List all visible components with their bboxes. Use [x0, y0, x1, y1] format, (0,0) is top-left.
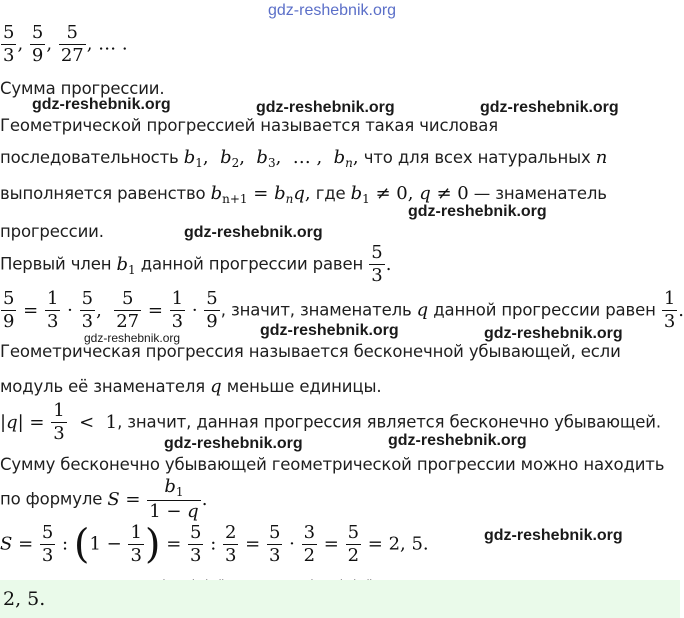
first-term-text-a: Первый член	[0, 254, 112, 274]
def3-text-c: — знаменатель	[473, 184, 607, 203]
def2-text-a: последовательность	[0, 148, 179, 167]
inf2-text-a: модуль её знаменателя	[0, 377, 206, 396]
term2-den: 9	[31, 45, 44, 66]
term1-num: 5	[3, 22, 15, 43]
watermark: gdz-reshebnik.org	[480, 99, 619, 116]
term2-num: 5	[31, 22, 44, 43]
watermark: gdz-reshebnik.org	[32, 96, 171, 113]
def2-text-b: что для всех натуральных	[363, 148, 591, 167]
infinite-line-1: Геометрическая прогрессия называется бесконечной убывающей, если	[0, 342, 621, 361]
sequence-terms: $\frac{5}{3}$ , $\frac{5}{9}$ , $\frac{5}{27}$ , … .	[3, 22, 128, 66]
ratio-text-2: данной прогрессии равен	[433, 300, 656, 320]
definition-line-2: последовательность $b_1$, $b_2$, $b_3$, … , $b_n$, что для всех натуральных n	[0, 147, 608, 170]
watermark-small: gdz-reshebnik.org	[84, 331, 181, 345]
abs-value-line: |q| = $\frac{1}{3}$ < 1, значит, данная прогрессия является бесконечно убывающей.	[0, 400, 661, 444]
result-value: = 2, 5.	[367, 533, 429, 555]
ratio-line: $\frac{5}{9}$ = $\frac{1}{3}$ · $\frac{5}{3}$ , $\frac{5}{27}$ = $\frac{1}{3}$ · $\frac{5}{9}$ , значит, знаменатель q данной прогрессии равен $\frac{1}{3}$ .	[3, 288, 684, 332]
watermark: gdz-reshebnik.org	[484, 325, 623, 342]
section-heading: Сумма прогрессии.	[0, 79, 165, 98]
watermark: gdz-reshebnik.org	[484, 527, 623, 544]
inf2-text-b: меньше единицы.	[226, 377, 382, 396]
watermark: gdz-reshebnik.org	[256, 99, 395, 116]
watermark: gdz-reshebnik.org	[184, 224, 323, 241]
term3-den: 27	[60, 45, 84, 66]
answer-box	[0, 580, 680, 618]
watermark: gdz-reshebnik.org	[388, 432, 527, 449]
watermark: gdz-reshebnik.org	[408, 203, 547, 220]
term1-den: 3	[3, 45, 15, 66]
computation-line: S = $\frac{5}{3}$ : (1 − $\frac{1}{3}$ ) = $\frac{5}{3}$ : $\frac{2}{3}$ = $\frac{5}{3}$ · $\frac{3}{2}$ = $\frac{5}{2}$ = 2, 5.	[0, 521, 429, 568]
term3-num: 5	[66, 22, 78, 43]
infinite-line-2: модуль её знаменателя q меньше единицы.	[0, 376, 382, 397]
watermark: gdz-reshebnik.org	[164, 435, 303, 452]
watermark: gdz-reshebnik.org	[260, 322, 399, 339]
def3-text-b: где	[315, 184, 346, 203]
answer-value: 2, 5.	[3, 588, 46, 610]
def3-text-a: выполняется равенство	[0, 184, 206, 203]
first-term-line: Первый член $b_1$ данной прогрессии равен $\frac{5}{3}$ .	[0, 242, 392, 286]
sum-line-2: по формуле S = $\frac{b_1}{1 - q}$ .	[0, 476, 208, 522]
definition-line-1: Геометрической прогрессией называется такая числовая	[0, 116, 499, 135]
first-term-text-b: данной прогрессии равен	[140, 254, 364, 274]
sum2-text: по формуле	[0, 489, 103, 509]
sequence-tail: , … .	[86, 33, 128, 55]
ratio-text: , значит, знаменатель	[220, 300, 412, 320]
definition-line-3: выполняется равенство $b_{n+1} = b_nq$, где $b_1 \ne 0$, q ≠ 0 — знаменатель	[0, 183, 607, 206]
abs-text: , значит, данная прогрессия является бесконечно убывающей.	[117, 412, 661, 432]
watermark-top: gdz-reshebnik.org	[268, 2, 397, 19]
sum-line-1: Сумму бесконечно убывающей геометрической прогрессии можно находить	[0, 455, 665, 474]
definition-line-4: прогрессии.	[0, 222, 104, 241]
